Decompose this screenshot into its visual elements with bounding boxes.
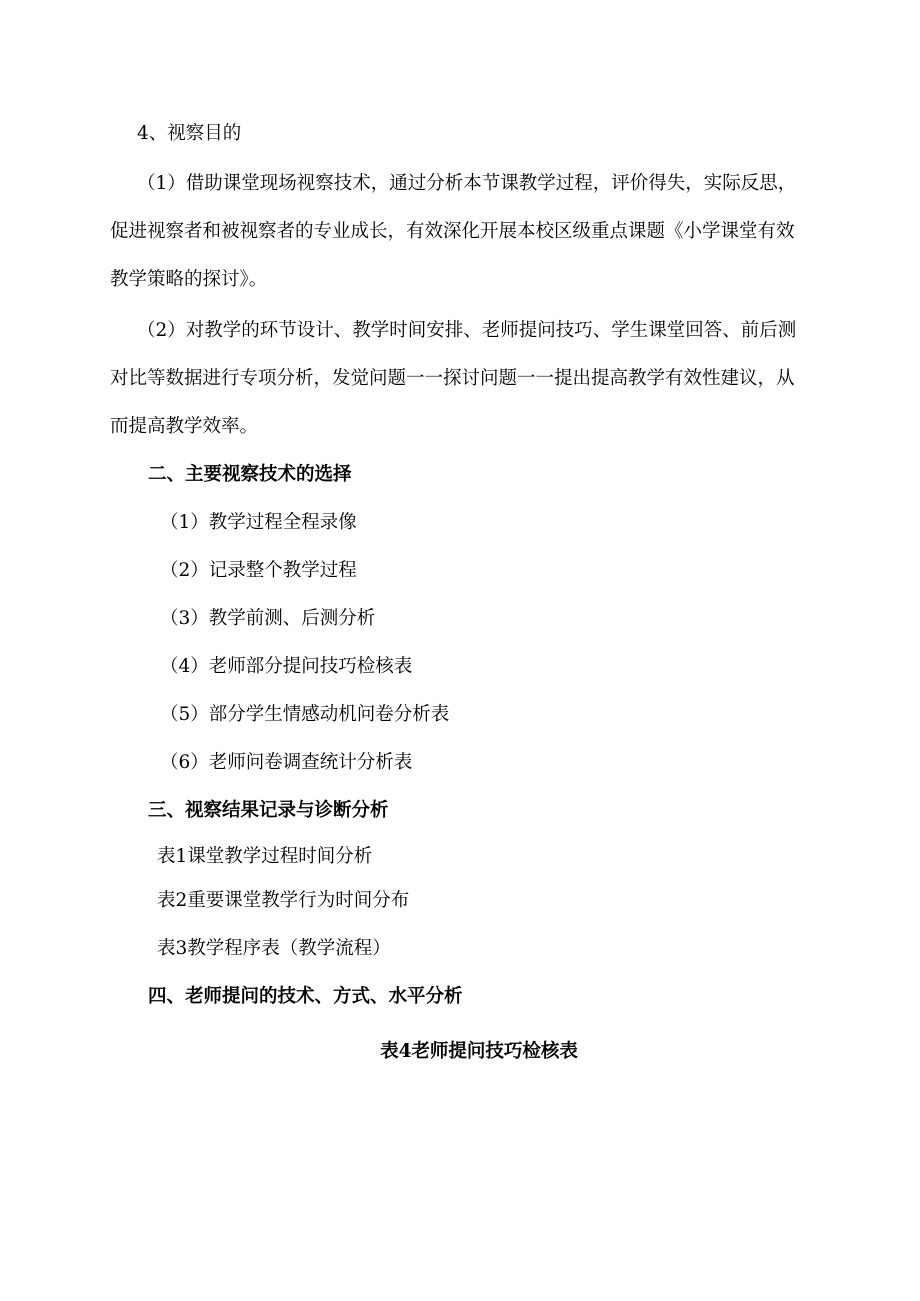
section-heading: 二、主要视察技术的选择 xyxy=(148,464,352,485)
paragraph-line: 对比等数据进行专项分析，发觉问题一一探讨问题一一提出提高教学有效性建议，从 xyxy=(110,368,795,389)
paragraph-line: 而提高教学效率。 xyxy=(110,416,259,437)
paragraph-line: （2）对教学的环节设计、教学时间安排、老师提问技巧、学生课堂回答、前后测 xyxy=(137,320,797,341)
list-item: 表2重要课堂教学行为时间分布 xyxy=(157,890,410,911)
list-item: （4）老师部分提问技巧检核表 xyxy=(160,656,413,677)
list-item: 表3教学程序表（教学流程） xyxy=(157,938,391,959)
list-item: （3）教学前测、后测分析 xyxy=(160,608,376,629)
table-caption: 表4老师提问技巧检核表 xyxy=(380,1041,578,1062)
section-heading: 三、视察结果记录与诊断分析 xyxy=(148,800,389,821)
list-item: （5）部分学生情感动机问卷分析表 xyxy=(160,704,450,725)
list-item: （6）老师问卷调查统计分析表 xyxy=(160,752,413,773)
list-item: （2）记录整个教学过程 xyxy=(160,560,357,581)
section-heading: 四、老师提问的技术、方式、水平分析 xyxy=(148,986,463,1007)
paragraph-line: （1）借助课堂现场视察技术，通过分析本节课教学过程，评价得失，实际反思， xyxy=(137,173,797,194)
section-heading: 4、视察目的 xyxy=(137,123,242,144)
paragraph-line: 促进视察者和被视察者的专业成长，有效深化开展本校区级重点课题《小学课堂有效 xyxy=(110,221,795,242)
paragraph-line: 教学策略的探讨》。 xyxy=(110,269,268,290)
list-item: 表1课堂教学过程时间分析 xyxy=(157,846,373,867)
list-item: （1）教学过程全程录像 xyxy=(160,512,357,533)
